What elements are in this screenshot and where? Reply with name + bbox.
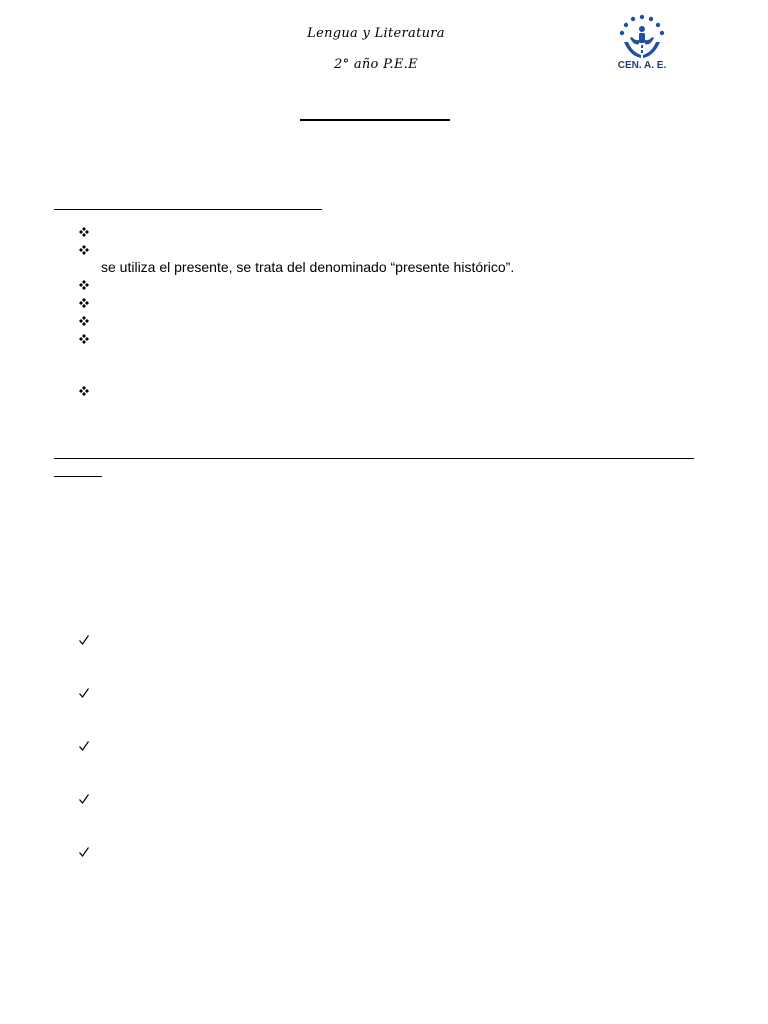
section2-heading-underline-continuation (54, 476, 102, 477)
check-icon (78, 740, 90, 752)
list-item-bullet (78, 333, 90, 345)
diamond-bullet-icon (78, 385, 90, 397)
diamond-bullet-icon (78, 297, 90, 309)
check-icon (78, 793, 90, 805)
diamond-bullet-icon (78, 226, 90, 238)
section2-heading-underline (54, 458, 694, 459)
list-item-bullet (78, 315, 90, 327)
list-item-bullet (78, 740, 90, 752)
historical-present-text: se utiliza el presente, se trata del denominado “presente histórico”. (101, 259, 515, 275)
list-item-bullet (78, 226, 90, 238)
list-item-bullet (78, 297, 90, 309)
diamond-bullet-icon (78, 244, 90, 256)
list-item-bullet (78, 687, 90, 699)
list-item-bullet (78, 279, 90, 291)
diamond-bullet-icon (78, 333, 90, 345)
subject-title: Lengua y Literatura (307, 26, 445, 41)
list-item-bullet (78, 385, 90, 397)
check-icon (78, 634, 90, 646)
course-title: 2° año P.E.E (334, 57, 418, 72)
check-icon (78, 687, 90, 699)
diamond-bullet-icon (78, 315, 90, 327)
school-logo-text: CEN. A. E. (617, 60, 667, 71)
list-item-bullet (78, 793, 90, 805)
diamond-bullet-icon (78, 279, 90, 291)
list-item-bullet (78, 634, 90, 646)
title-underline (300, 119, 450, 121)
section1-heading-underline (54, 209, 322, 210)
list-item-bullet (78, 244, 90, 256)
check-icon (78, 846, 90, 858)
list-item-bullet (78, 846, 90, 858)
